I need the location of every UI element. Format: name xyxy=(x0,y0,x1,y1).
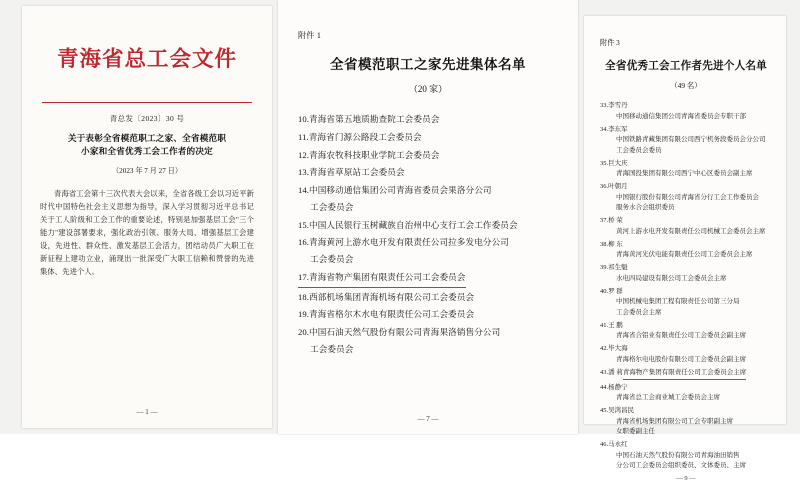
list-item xyxy=(298,217,558,234)
list-item-number: 20. xyxy=(298,327,310,337)
entry-detail: 中国石油天然气股份有限公司青海油田销售 xyxy=(616,451,740,459)
list-item-text: 中国人民银行玉树藏族自治州中心支行工会工作委员会 xyxy=(309,219,518,230)
entry-number: 37. xyxy=(600,217,609,225)
entry-name: 祁生魁 xyxy=(608,264,628,272)
masthead-title: 青海省总工会文件 xyxy=(56,47,237,72)
entry-header xyxy=(600,182,772,193)
entry-number: 35. xyxy=(600,159,609,167)
list-item-text-cont: 工会委员会 xyxy=(310,201,354,212)
entry-name: 吴鸿昌民 xyxy=(608,407,635,415)
right-list xyxy=(600,101,772,475)
list-item xyxy=(600,440,772,472)
list-item-number: 16. xyxy=(298,237,310,248)
list-item xyxy=(298,182,558,216)
entry-number: 42. xyxy=(600,345,609,353)
entry-detail: 水电四局建设有限公司工会委员会主席 xyxy=(616,274,727,282)
list-item-text: 青海省物产集团有限责任公司工会委员会 xyxy=(309,271,466,282)
entry-header xyxy=(600,344,772,355)
entry-header xyxy=(600,287,772,298)
list-item-number: 15. xyxy=(298,219,310,230)
list-item-number: 10. xyxy=(298,114,310,124)
red-divider-rule xyxy=(42,102,252,104)
entry-detail-cont: 女职委副主任 xyxy=(616,428,655,436)
entry-header xyxy=(600,159,772,170)
entry-name: 李雪丹 xyxy=(608,102,628,109)
left-document-page xyxy=(22,6,272,428)
entry-number: 40. xyxy=(600,287,609,295)
entry-name: 李东军 xyxy=(608,125,628,133)
document-title xyxy=(40,132,254,159)
list-item xyxy=(600,321,772,342)
list-item xyxy=(600,216,772,237)
entry-detail-cont: 工会委员会委员 xyxy=(616,146,662,154)
entry-header xyxy=(600,263,772,274)
document-title-line-1: 关于表彰全省模范职工之家、全省模范职 xyxy=(67,133,227,144)
entry-detail: 青海省机场集团有限公司工会专职副主席 xyxy=(616,417,733,425)
list-item-text: 青海省第五地质勘查院工会委员会 xyxy=(309,114,440,124)
list-item-number: 11. xyxy=(298,131,309,142)
entry-detail: 中国银行股份有限公司青海省分行工会工作委员会 xyxy=(616,193,759,201)
entry-number: 36. xyxy=(600,183,609,191)
list-item xyxy=(600,159,772,180)
entry-number: 41. xyxy=(600,321,609,329)
document-date: （2023 年 7 月 27 日） xyxy=(111,166,183,175)
list-item xyxy=(298,306,558,323)
document-body xyxy=(40,188,254,281)
entry-name: 毕大海 xyxy=(608,345,628,353)
list-item-text-cont: 工会委员会 xyxy=(310,254,354,264)
entry-number: 39. xyxy=(600,264,609,272)
body-paragraph: 青海省工会第十三次代表大会以来，全省各级工会以习近平新时代中国特色社会主义思想为指导，深入学习贯彻习近平总书记关于工人阶级和工会工作的重要论述，特别是加强基层工会"三个能力"建设部署要求，强化政治引领、服务大局、增强基层工会建设，先进性、群众性、激发基层工会活力，团结动员广大职工在新征程上建功立业，涌现出一批深受广大职工信赖和赞誉的先进集体、先进个人。 xyxy=(40,188,254,276)
highlighted-entry: 青海物产集团有限责任公司工会委员会主席 xyxy=(623,368,747,381)
list-item xyxy=(298,111,558,128)
list-item xyxy=(600,125,772,157)
entry-detail-cont: 分公司工会委员会组织委员、文体委员、主席 xyxy=(616,462,746,470)
list-item xyxy=(600,406,772,438)
list-item-highlighted xyxy=(298,269,558,288)
entry-header xyxy=(600,406,772,417)
list-item-text: 青海省草原站工会委员会 xyxy=(309,167,405,178)
document-number: 青总发〔2023〕30 号 xyxy=(109,114,185,124)
attachment-label-3: 附件 3 xyxy=(600,39,620,47)
middle-list-subtitle: （20 家） xyxy=(408,84,448,94)
entry-name: 马永红 xyxy=(608,441,628,449)
entry-name: 杨静宁 xyxy=(608,383,628,391)
list-item xyxy=(600,101,772,122)
list-item-text: 中国石油天然气股份有限公司青海果洛销售分公司 xyxy=(309,327,501,337)
entry-name: 潘 莉 xyxy=(608,368,623,376)
list-item xyxy=(600,287,772,319)
entry-detail: 青海国投集团有限公司西宁中心区委员会副主席 xyxy=(616,170,753,178)
list-item-number: 19. xyxy=(298,309,310,320)
right-list-subtitle: （49 名） xyxy=(670,81,702,90)
list-item xyxy=(298,129,558,146)
entry-detail: 中国移动通信集团公司青海省委员会专职干部 xyxy=(616,112,746,120)
list-item-number: 12. xyxy=(298,149,310,160)
entry-name: 叶朝月 xyxy=(608,183,628,191)
entry-detail: 中国铁路青藏集团有限公司西宁机务段委员会分公司 xyxy=(616,136,766,144)
list-item-text: 青海农牧科技职业学院工会委员会 xyxy=(309,149,440,160)
entry-number: 46. xyxy=(600,441,609,449)
list-item-text: 青海黄河上游水电开发有限责任公司拉多发电分公司 xyxy=(309,237,510,248)
entry-number: 45. xyxy=(600,407,609,415)
entry-number: 33. xyxy=(600,102,609,109)
list-item-text-cont: 工会委员会 xyxy=(310,343,354,354)
entry-header xyxy=(600,321,772,332)
entry-detail: 青海格尔电电股份有限公司工会委员会副主席 xyxy=(616,355,746,363)
list-item xyxy=(298,324,558,358)
left-page-number: — 1 — xyxy=(136,408,158,416)
entry-name: 巨大庆 xyxy=(608,159,628,167)
list-item-number: 18. xyxy=(298,291,310,302)
entry-header xyxy=(600,240,772,251)
list-item-highlighted xyxy=(600,368,772,381)
entry-detail: 青海黄河光伏电能有限责任公司工会委员会主席 xyxy=(616,251,753,259)
list-item-text: 中国移动通信集团公司青海省委员会果洛分公司 xyxy=(309,185,492,195)
entry-detail: 青海省合铝业有限责任公司工会委员会副主席 xyxy=(616,332,746,340)
entry-header xyxy=(600,440,772,451)
list-item xyxy=(600,240,772,261)
list-item-number: 17. xyxy=(298,271,310,282)
entry-header xyxy=(600,216,772,227)
highlighted-entry xyxy=(298,269,466,288)
right-list-title: 全省优秀工会工作者先进个人名单 xyxy=(605,60,767,72)
entry-number: 43. xyxy=(600,368,609,376)
entry-number: 38. xyxy=(600,240,609,248)
middle-list-title: 全省模范职工之家先进集体名单 xyxy=(330,57,526,73)
list-item xyxy=(298,289,558,306)
entry-detail: 中国机械电集团工程有限责任公司第三分局 xyxy=(616,298,740,306)
document-title-line-2: 小家和全省优秀工会工作者的决定 xyxy=(81,146,213,157)
entry-header xyxy=(600,383,772,394)
list-item xyxy=(298,234,558,268)
right-document-page xyxy=(584,16,786,482)
list-item-number: 14. xyxy=(298,185,310,195)
list-item xyxy=(298,164,558,181)
right-page-number: — 9 — xyxy=(676,474,696,482)
entry-name: 桥 荣 xyxy=(608,217,623,225)
entry-name: 王 鹏 xyxy=(608,321,623,329)
entry-detail: 青海省总工会商业城工会委员会主席 xyxy=(616,394,720,402)
list-item xyxy=(600,263,772,284)
entry-header xyxy=(600,125,772,136)
attachment-label-1: 附件 1 xyxy=(298,31,322,40)
middle-document-page xyxy=(278,0,578,434)
middle-page-number: — 7 — xyxy=(417,415,439,423)
entry-detail-cont: 服务水合会组织委员 xyxy=(616,204,675,212)
entry-name: 柳 东 xyxy=(608,240,623,248)
entry-detail: 黄河上游水电开发有限责任公司机械工会委员会主席 xyxy=(616,227,766,235)
list-item-text: 西部机场集团青海机场有限公司工会委员会 xyxy=(309,291,475,302)
list-item xyxy=(600,182,772,214)
entry-header xyxy=(600,368,772,381)
entry-name: 罗 群 xyxy=(608,287,623,295)
list-item xyxy=(298,147,558,164)
list-item-text: 青海省格尔木水电有限责任公司工会委员会 xyxy=(309,309,475,320)
middle-list xyxy=(298,111,558,359)
list-item xyxy=(600,383,772,404)
entry-number: 34. xyxy=(600,125,609,133)
list-item-number: 13. xyxy=(298,167,310,178)
entry-header xyxy=(600,101,772,112)
entry-detail-cont: 工会委员会主席 xyxy=(616,308,662,316)
list-item xyxy=(600,344,772,365)
entry-number: 44. xyxy=(600,383,609,391)
list-item-text: 青海省门源公路段工会委员会 xyxy=(308,131,422,142)
